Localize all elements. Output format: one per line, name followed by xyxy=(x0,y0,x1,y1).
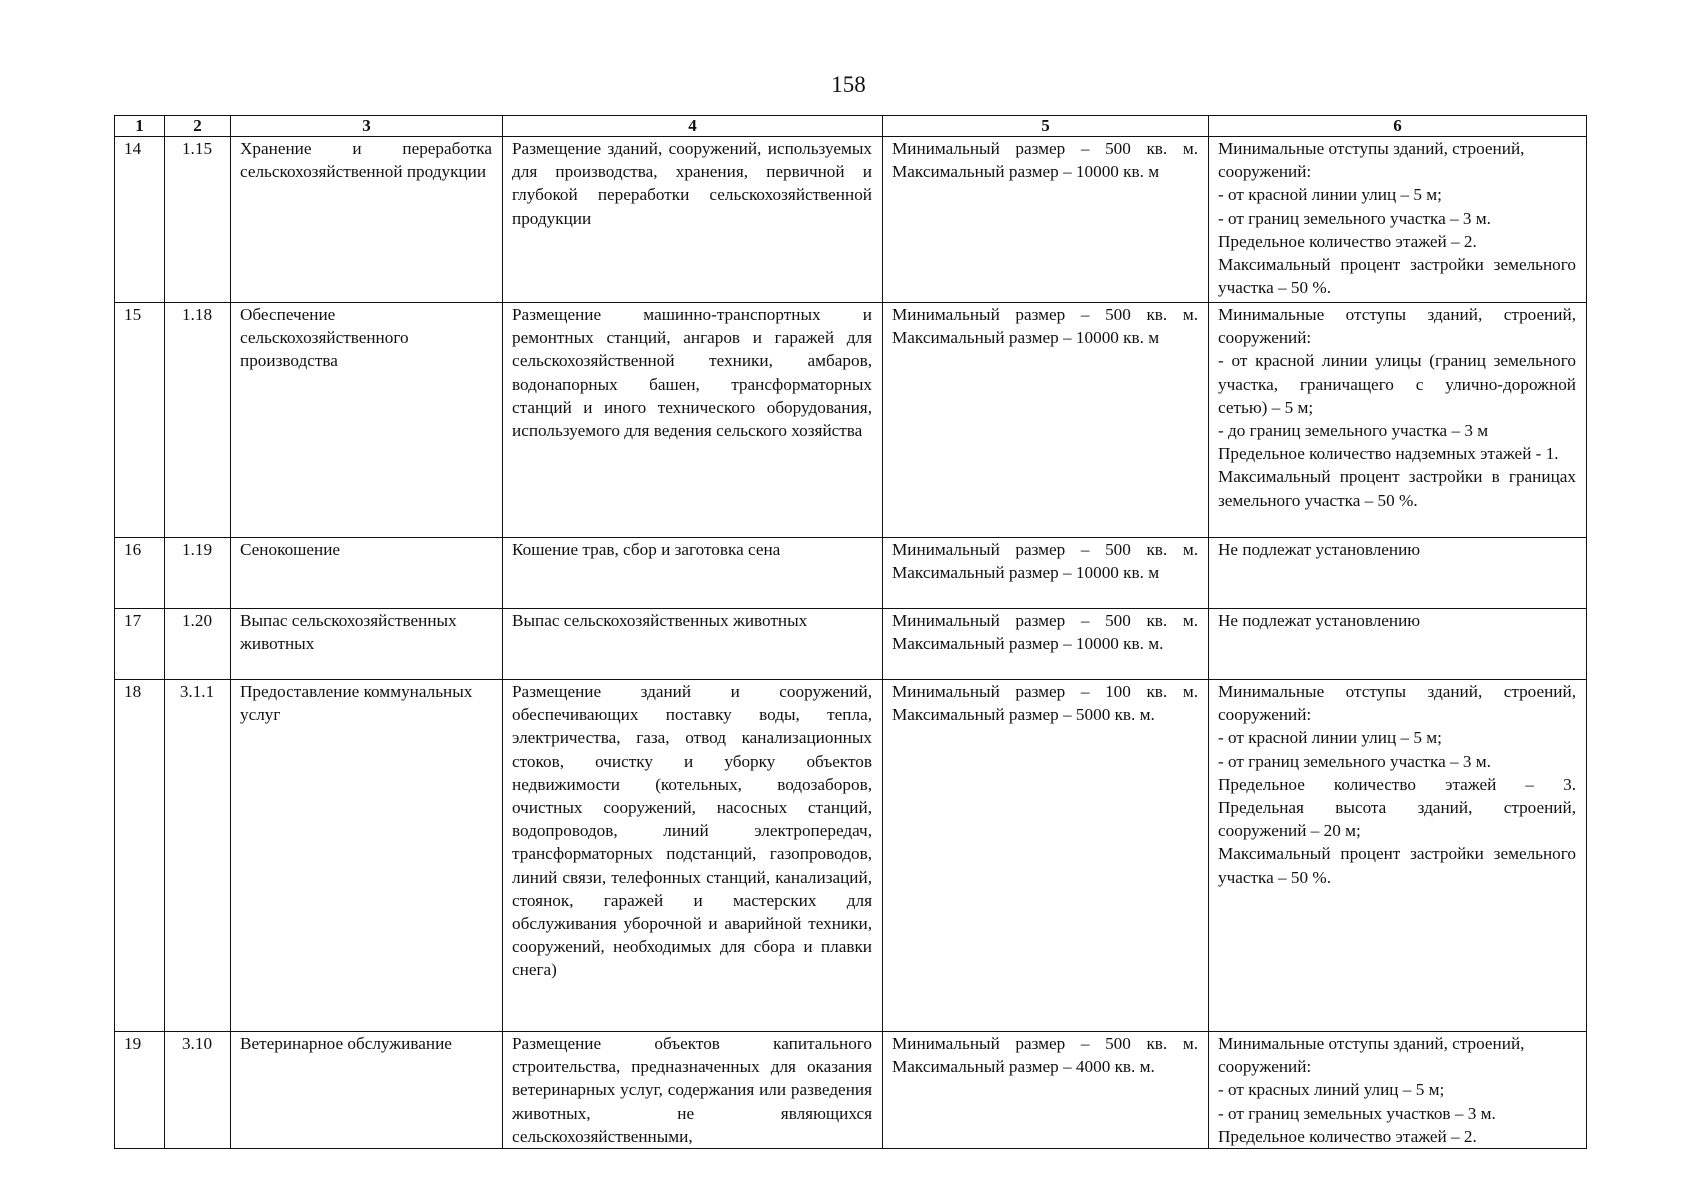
column-header: 1 xyxy=(115,116,165,137)
use-code: 3.10 xyxy=(165,1032,231,1149)
param-line: Предельное количество этажей – 3. xyxy=(1218,774,1576,794)
build-params xyxy=(1209,137,1587,303)
param-line: Не подлежат установлению xyxy=(1218,611,1421,630)
param-line: Предельная высота зданий, строений, сооружений – 20 м; xyxy=(1218,798,1576,841)
plot-size: Минимальный размер – 500 кв. м. Максимальный размер – 10000 кв. м xyxy=(883,538,1209,609)
build-params xyxy=(1209,303,1587,538)
column-header: 3 xyxy=(231,116,503,137)
use-description: Размещение машинно-транспортных и ремонтных станций, ангаров и гаражей для сельскохозяйственной техники, амбаров, водонапорных башен, трансформаторных станций и иного технического оборудования, используемого для ведения сельского хозяйства xyxy=(503,303,883,538)
param-line: Минимальные отступы зданий, строений, сооружений: xyxy=(1218,1034,1525,1077)
param-line: Предельное количество этажей – 2. xyxy=(1218,231,1477,251)
use-description: Размещение зданий, сооружений, используемых для производства, хранения, первичной и глубокой переработки сельскохозяйственной продукции xyxy=(503,137,883,303)
table-row xyxy=(115,303,1587,538)
use-name: Обеспечение сельскохозяйственного производства xyxy=(231,303,503,538)
build-params xyxy=(1209,609,1587,680)
column-header: 5 xyxy=(883,116,1209,137)
column-header: 2 xyxy=(165,116,231,137)
column-header: 6 xyxy=(1209,116,1587,137)
table-row xyxy=(115,609,1587,680)
plot-size: Минимальный размер – 500 кв. м. Максимальный размер – 10000 кв. м xyxy=(883,303,1209,538)
use-name: Хранение и переработка сельскохозяйственной продукции xyxy=(231,137,503,303)
use-code: 1.15 xyxy=(165,137,231,303)
page-number: 158 xyxy=(831,72,866,97)
use-name: Ветеринарное обслуживание xyxy=(231,1032,503,1149)
use-code: 1.18 xyxy=(165,303,231,538)
param-line: - от границ земельного участка – 3 м. xyxy=(1218,208,1491,228)
row-number: 17 xyxy=(115,609,165,680)
regulations-table xyxy=(114,115,1587,1149)
build-params xyxy=(1209,538,1587,609)
header-row xyxy=(115,116,1587,137)
param-line: - от красной линии улиц – 5 м; xyxy=(1218,728,1442,748)
param-line: Максимальный процент застройки земельного участка – 50 %. xyxy=(1218,255,1576,298)
use-name: Выпас сельскохозяйственных животных xyxy=(231,609,503,680)
plot-size: Минимальный размер – 100 кв. м. Максимальный размер – 5000 кв. м. xyxy=(883,680,1209,1032)
param-line: - от границ земельного участка – 3 м. xyxy=(1218,751,1491,771)
table-row xyxy=(115,680,1587,1032)
use-code: 1.19 xyxy=(165,538,231,609)
build-params xyxy=(1209,1032,1587,1149)
use-code: 1.20 xyxy=(165,609,231,680)
row-number: 14 xyxy=(115,137,165,303)
param-line: - от границ земельных участков – 3 м. xyxy=(1218,1103,1496,1123)
use-description: Кошение трав, сбор и заготовка сена xyxy=(503,538,883,609)
use-name: Сенокошение xyxy=(231,538,503,609)
param-line: - от красной линии улиц – 5 м; xyxy=(1218,185,1442,205)
table-row xyxy=(115,137,1587,303)
param-line: Предельное количество надземных этажей - 1. xyxy=(1218,444,1559,464)
row-number: 16 xyxy=(115,538,165,609)
row-number: 18 xyxy=(115,680,165,1032)
use-name: Предоставление коммунальных услуг xyxy=(231,680,503,1032)
build-params xyxy=(1209,680,1587,1032)
row-number: 19 xyxy=(115,1032,165,1149)
param-line: Не подлежат установлению xyxy=(1218,540,1421,559)
plot-size: Минимальный размер – 500 кв. м. Максимальный размер – 10000 кв. м xyxy=(883,137,1209,303)
param-line: - от красных линий улиц – 5 м; xyxy=(1218,1080,1445,1100)
use-description: Размещение зданий и сооружений, обеспечивающих поставку воды, тепла, электричества, газа, отвод канализационных стоков, очистку и уборку объектов недвижимости (котельных, водозаборов, очистных сооружений, насосных станций, водопроводов, линий электропередач, трансформаторных подстанций, газопроводов, линий связи, телефонных станций, канализаций, стоянок, гаражей и мастерских для обслуживания уборочной и аварийной техники, сооружений, необходимых для сбора и плавки снега) xyxy=(503,680,883,1032)
param-line: Минимальные отступы зданий, строений, сооружений: xyxy=(1218,305,1576,348)
param-line: Максимальный процент застройки земельного участка – 50 %. xyxy=(1218,844,1576,887)
use-description: Выпас сельскохозяйственных животных xyxy=(503,609,883,680)
plot-size: Минимальный размер – 500 кв. м. Максимальный размер – 4000 кв. м. xyxy=(883,1032,1209,1149)
table-row xyxy=(115,538,1587,609)
param-line: Предельное количество этажей – 2. xyxy=(1218,1126,1477,1146)
param-line: - до границ земельного участка – 3 м xyxy=(1218,421,1489,441)
param-line: Минимальные отступы зданий, строений, сооружений: xyxy=(1218,682,1576,725)
param-line: - от красной линии улицы (границ земельного участка, граничащего с улично-дорожной сетью) – 5 м; xyxy=(1218,351,1576,417)
plot-size: Минимальный размер – 500 кв. м. Максимальный размер – 10000 кв. м. xyxy=(883,609,1209,680)
use-code: 3.1.1 xyxy=(165,680,231,1032)
row-number: 15 xyxy=(115,303,165,538)
param-line: Минимальные отступы зданий, строений, сооружений: xyxy=(1218,139,1525,182)
param-line: Максимальный процент застройки в границах земельного участка – 50 %. xyxy=(1218,467,1576,510)
column-header: 4 xyxy=(503,116,883,137)
table-row xyxy=(115,1032,1587,1149)
use-description: Размещение объектов капитального строительства, предназначенных для оказания ветеринарных услуг, содержания или разведения животных, не являющихся сельскохозяйственными, xyxy=(503,1032,883,1149)
